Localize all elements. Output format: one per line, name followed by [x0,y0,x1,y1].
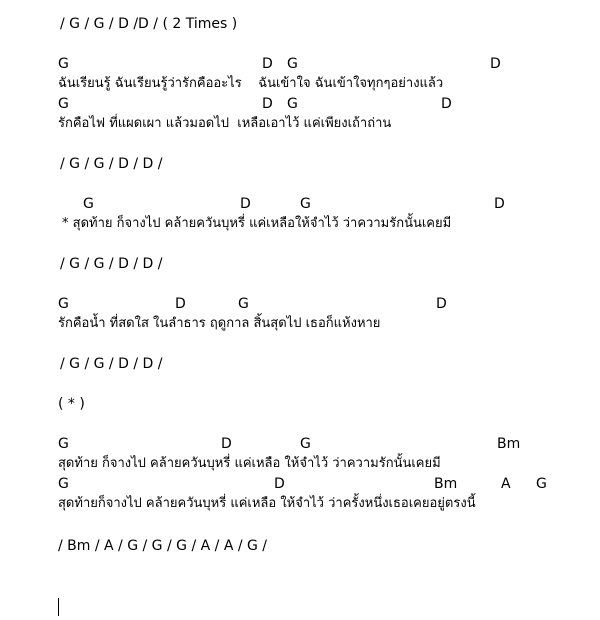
intro-progression: / G / G / D /D / ( 2 Times ) [60,16,238,32]
verse1-lyric: ฉันเรียนรู้ ฉันเรียนรู้ว่ารักคืออะไร ฉันเข้าใจ ฉันเข้าใจทุกๆอย่างแล้ว [58,76,444,91]
text-caret[interactable] [58,598,59,616]
progression-2: / G / G / D / D / [60,256,163,272]
verse1-chord-row [0,56,600,72]
chord: D [175,296,186,312]
chord: A [501,476,511,492]
chord: D [240,196,251,212]
chord: D [274,476,285,492]
chord: G [58,476,69,492]
verse2-chord-row [0,96,600,112]
chord: G [58,296,69,312]
chord: D [490,56,501,72]
chord: D [262,56,273,72]
chord: D [494,196,505,212]
chord: G [300,196,311,212]
chord: G [287,56,298,72]
progression-1: / G / G / D / D / [60,156,163,172]
chord: D [221,436,232,452]
chord: G [287,96,298,112]
chord: G [58,56,69,72]
outro-progression: / Bm / A / G / G / G / A / A / G / [58,538,268,554]
outro1-chord-row [0,436,600,452]
chord: G [58,436,69,452]
chord: Bm [434,476,458,492]
chord: G [536,476,547,492]
chord: G [238,296,249,312]
outro2-lyric: สุดท้ายก็จางไป คล้ายควันบุหรี่ แค่เหลือ ให้จำไว้ ว่าครั้งหนึ่งเธอเคยอยู่ตรงนี้ [58,496,476,511]
outro2-chord-row [0,476,600,492]
chord: G [300,436,311,452]
chorus-lyric: * สุดท้าย ก็จางไป คล้ายควันบุหรี่ แค่เหลือให้จำไว้ ว่าความรักนั้นเคยมี [62,216,452,231]
repeat-chorus-marker: ( * ) [58,396,85,412]
chord: G [58,96,69,112]
chord: G [83,196,94,212]
verse2-lyric: รักคือไฟ ที่แผดเผา แล้วมอดไป เหลือเอาไว้ แค่เพียงเถ้าถ่าน [58,116,392,131]
chord: Bm [497,436,521,452]
verse3-lyric: รักคือน้ำ ที่สดใส ในลำธาร ฤดูกาล สิ้นสุดไป เธอก็แห้งหาย [58,316,381,331]
outro1-lyric: สุดท้าย ก็จางไป คล้ายควันบุหรี่ แค่เหลือ ให้จำไว้ ว่าความรักนั้นเคยมี [58,456,441,471]
chord: D [436,296,447,312]
chord: D [262,96,273,112]
verse3-chord-row [0,296,600,312]
chorus-chord-row [0,196,600,212]
progression-3: / G / G / D / D / [60,356,163,372]
chord: D [441,96,452,112]
